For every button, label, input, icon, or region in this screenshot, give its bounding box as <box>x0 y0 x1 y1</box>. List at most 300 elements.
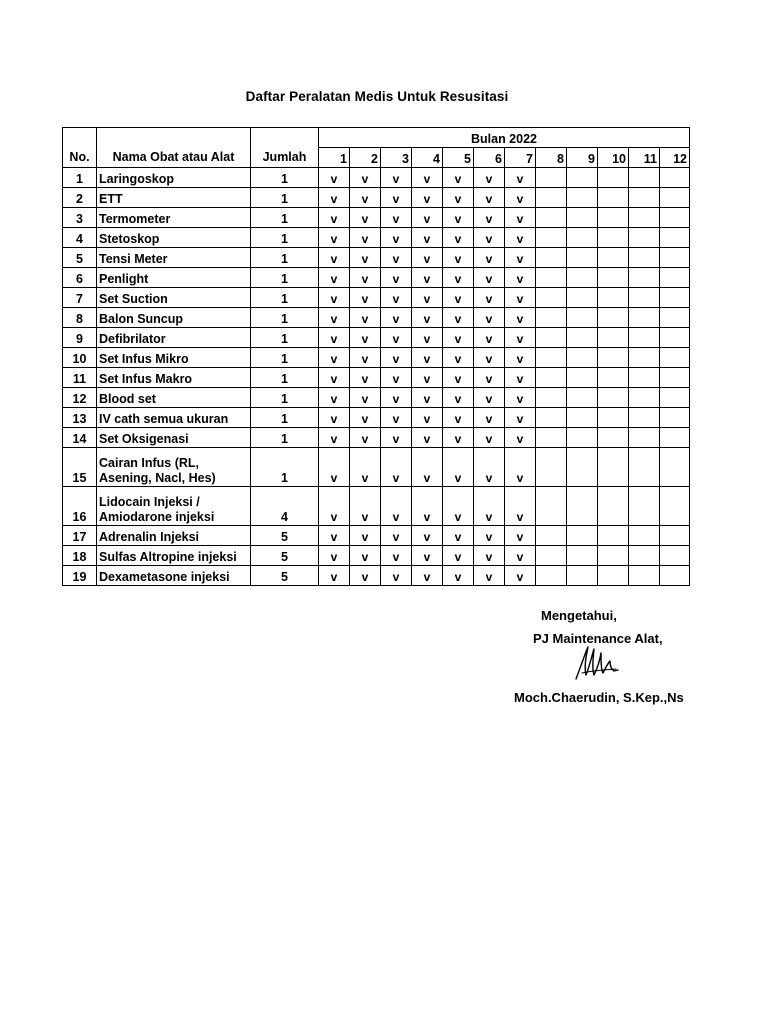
row-number: 3 <box>63 208 97 228</box>
header-month: 2 <box>350 148 381 168</box>
month-check-cell: v <box>381 188 412 208</box>
header-month: 6 <box>474 148 505 168</box>
table-row <box>63 308 690 328</box>
month-check-cell: v <box>350 428 381 448</box>
month-check-cell: v <box>319 288 350 308</box>
month-check-cell <box>598 566 629 586</box>
month-check-cell: v <box>381 168 412 188</box>
month-check-cell: v <box>350 208 381 228</box>
month-check-cell: v <box>505 288 536 308</box>
month-check-cell <box>598 487 629 526</box>
month-check-cell <box>567 268 598 288</box>
month-check-cell <box>598 208 629 228</box>
month-check-cell <box>567 288 598 308</box>
month-check-cell: v <box>505 388 536 408</box>
month-check-cell: v <box>350 168 381 188</box>
item-name: Set Oksigenasi <box>97 428 251 448</box>
month-check-cell: v <box>443 566 474 586</box>
month-check-cell: v <box>350 328 381 348</box>
item-quantity: 1 <box>251 428 319 448</box>
header-name: Nama Obat atau Alat <box>97 128 251 168</box>
row-number: 12 <box>63 388 97 408</box>
month-check-cell <box>629 208 660 228</box>
month-check-cell: v <box>443 208 474 228</box>
month-check-cell: v <box>412 526 443 546</box>
header-qty: Jumlah <box>251 128 319 168</box>
month-check-cell <box>629 408 660 428</box>
item-name: Dexametasone injeksi <box>97 566 251 586</box>
item-name: Sulfas Altropine injeksi <box>97 546 251 566</box>
month-check-cell: v <box>474 408 505 428</box>
month-check-cell <box>567 368 598 388</box>
month-check-cell: v <box>350 388 381 408</box>
header-month: 3 <box>381 148 412 168</box>
month-check-cell: v <box>350 348 381 368</box>
month-check-cell <box>629 288 660 308</box>
item-name: Tensi Meter <box>97 248 251 268</box>
month-check-cell: v <box>505 188 536 208</box>
month-check-cell: v <box>443 328 474 348</box>
month-check-cell: v <box>443 248 474 268</box>
month-check-cell: v <box>412 368 443 388</box>
item-quantity: 1 <box>251 228 319 248</box>
header-month: 11 <box>629 148 660 168</box>
month-check-cell: v <box>381 388 412 408</box>
month-check-cell: v <box>381 546 412 566</box>
month-check-cell <box>536 526 567 546</box>
month-check-cell <box>660 487 690 526</box>
month-check-cell: v <box>505 248 536 268</box>
month-check-cell: v <box>443 308 474 328</box>
month-check-cell: v <box>381 208 412 228</box>
month-check-cell <box>629 428 660 448</box>
month-check-cell <box>536 288 567 308</box>
month-check-cell: v <box>505 487 536 526</box>
month-check-cell <box>660 348 690 368</box>
month-check-cell <box>536 268 567 288</box>
item-name: Laringoskop <box>97 168 251 188</box>
header-month: 5 <box>443 148 474 168</box>
month-check-cell <box>598 268 629 288</box>
month-check-cell: v <box>319 408 350 428</box>
month-check-cell <box>536 248 567 268</box>
month-check-cell: v <box>443 428 474 448</box>
month-check-cell: v <box>474 308 505 328</box>
month-check-cell: v <box>505 448 536 487</box>
month-check-cell <box>536 328 567 348</box>
month-check-cell: v <box>319 168 350 188</box>
month-check-cell: v <box>350 526 381 546</box>
month-check-cell <box>629 487 660 526</box>
row-number: 8 <box>63 308 97 328</box>
month-check-cell <box>629 268 660 288</box>
item-quantity: 1 <box>251 288 319 308</box>
month-check-cell <box>598 168 629 188</box>
item-quantity: 1 <box>251 168 319 188</box>
table-row <box>63 546 690 566</box>
month-check-cell <box>598 526 629 546</box>
month-check-cell: v <box>381 328 412 348</box>
item-name: ETT <box>97 188 251 208</box>
month-check-cell <box>629 526 660 546</box>
item-quantity: 5 <box>251 526 319 546</box>
row-number: 11 <box>63 368 97 388</box>
handwritten-signature <box>572 643 620 683</box>
table-row <box>63 408 690 428</box>
month-check-cell <box>536 487 567 526</box>
month-check-cell: v <box>474 268 505 288</box>
month-check-cell: v <box>474 388 505 408</box>
row-number: 7 <box>63 288 97 308</box>
month-check-cell: v <box>319 188 350 208</box>
month-check-cell: v <box>319 268 350 288</box>
month-check-cell: v <box>350 228 381 248</box>
month-check-cell: v <box>350 566 381 586</box>
item-quantity: 1 <box>251 248 319 268</box>
header-no: No. <box>63 128 97 168</box>
month-check-cell: v <box>412 566 443 586</box>
month-check-cell: v <box>350 408 381 428</box>
month-check-cell: v <box>350 308 381 328</box>
month-check-cell: v <box>412 248 443 268</box>
header-month: 10 <box>598 148 629 168</box>
month-check-cell <box>598 288 629 308</box>
month-check-cell: v <box>319 428 350 448</box>
month-check-cell <box>660 368 690 388</box>
table-row <box>63 288 690 308</box>
month-check-cell <box>660 208 690 228</box>
month-check-cell <box>598 388 629 408</box>
month-check-cell: v <box>412 428 443 448</box>
month-check-cell: v <box>319 328 350 348</box>
table-row <box>63 248 690 268</box>
month-check-cell <box>567 448 598 487</box>
month-check-cell: v <box>474 228 505 248</box>
month-check-cell: v <box>350 268 381 288</box>
table-row <box>63 526 690 546</box>
month-check-cell <box>598 228 629 248</box>
month-check-cell: v <box>412 208 443 228</box>
month-check-cell: v <box>443 348 474 368</box>
month-check-cell <box>567 208 598 228</box>
month-check-cell: v <box>474 526 505 546</box>
item-name: Defibrilator <box>97 328 251 348</box>
item-name: Set Suction <box>97 288 251 308</box>
month-check-cell <box>536 428 567 448</box>
month-check-cell: v <box>412 348 443 368</box>
month-check-cell <box>660 566 690 586</box>
month-check-cell: v <box>381 368 412 388</box>
month-check-cell <box>567 388 598 408</box>
month-check-cell <box>629 388 660 408</box>
month-check-cell <box>567 428 598 448</box>
month-check-cell: v <box>505 328 536 348</box>
item-quantity: 1 <box>251 268 319 288</box>
month-check-cell: v <box>505 546 536 566</box>
month-check-cell: v <box>381 248 412 268</box>
month-check-cell: v <box>350 288 381 308</box>
month-check-cell <box>660 328 690 348</box>
signatory-name: Moch.Chaerudin, S.Kep.,Ns <box>514 690 684 705</box>
month-check-cell: v <box>319 208 350 228</box>
item-quantity: 1 <box>251 328 319 348</box>
month-check-cell: v <box>412 268 443 288</box>
item-quantity: 4 <box>251 487 319 526</box>
month-check-cell: v <box>474 188 505 208</box>
item-quantity: 1 <box>251 188 319 208</box>
month-check-cell <box>629 348 660 368</box>
month-check-cell <box>629 368 660 388</box>
month-check-cell: v <box>381 566 412 586</box>
header-month: 9 <box>567 148 598 168</box>
month-check-cell <box>598 546 629 566</box>
table-row <box>63 487 690 526</box>
row-number: 5 <box>63 248 97 268</box>
header-month: 4 <box>412 148 443 168</box>
month-check-cell <box>629 448 660 487</box>
month-check-cell: v <box>412 188 443 208</box>
month-check-cell <box>567 566 598 586</box>
month-check-cell: v <box>350 368 381 388</box>
month-check-cell: v <box>443 546 474 566</box>
month-check-cell: v <box>319 368 350 388</box>
month-check-cell: v <box>319 487 350 526</box>
header-month-group: Bulan 2022 <box>319 128 690 148</box>
month-check-cell <box>629 566 660 586</box>
table-body <box>63 168 690 586</box>
document-title: Daftar Peralatan Medis Untuk Resusitasi <box>245 89 509 104</box>
month-check-cell <box>567 546 598 566</box>
table-row <box>63 268 690 288</box>
month-check-cell: v <box>412 448 443 487</box>
table-row <box>63 388 690 408</box>
header-month: 12 <box>660 148 690 168</box>
month-check-cell <box>660 248 690 268</box>
month-check-cell <box>629 228 660 248</box>
table-row <box>63 188 690 208</box>
item-name: Stetoskop <box>97 228 251 248</box>
month-check-cell: v <box>505 168 536 188</box>
month-check-cell: v <box>505 308 536 328</box>
month-check-cell: v <box>474 368 505 388</box>
month-check-cell: v <box>319 526 350 546</box>
month-check-cell <box>598 248 629 268</box>
month-check-cell: v <box>505 428 536 448</box>
month-check-cell: v <box>412 288 443 308</box>
item-quantity: 1 <box>251 408 319 428</box>
month-check-cell <box>536 228 567 248</box>
month-check-cell: v <box>505 348 536 368</box>
month-check-cell <box>567 328 598 348</box>
item-name: Lidocain Injeksi / Amiodarone injeksi <box>97 487 251 526</box>
month-check-cell: v <box>443 388 474 408</box>
month-check-cell <box>660 546 690 566</box>
month-check-cell: v <box>443 368 474 388</box>
month-check-cell <box>660 448 690 487</box>
row-number: 15 <box>63 448 97 487</box>
month-check-cell: v <box>381 428 412 448</box>
month-check-cell <box>660 288 690 308</box>
month-check-cell <box>536 368 567 388</box>
month-check-cell: v <box>350 188 381 208</box>
item-name: Adrenalin Injeksi <box>97 526 251 546</box>
month-check-cell <box>660 408 690 428</box>
item-quantity: 1 <box>251 348 319 368</box>
month-check-cell: v <box>443 288 474 308</box>
table-row <box>63 328 690 348</box>
month-check-cell: v <box>474 546 505 566</box>
month-check-cell: v <box>505 566 536 586</box>
month-check-cell <box>660 188 690 208</box>
row-number: 16 <box>63 487 97 526</box>
header-month: 8 <box>536 148 567 168</box>
row-number: 10 <box>63 348 97 368</box>
table-row <box>63 168 690 188</box>
month-check-cell <box>536 308 567 328</box>
month-check-cell: v <box>505 526 536 546</box>
month-check-cell <box>629 308 660 328</box>
month-check-cell: v <box>319 566 350 586</box>
row-number: 18 <box>63 546 97 566</box>
month-check-cell: v <box>443 408 474 428</box>
month-check-cell <box>598 428 629 448</box>
item-name: IV cath semua ukuran <box>97 408 251 428</box>
month-check-cell: v <box>474 168 505 188</box>
month-check-cell: v <box>381 526 412 546</box>
month-check-cell <box>660 228 690 248</box>
month-check-cell: v <box>412 308 443 328</box>
item-quantity: 1 <box>251 308 319 328</box>
month-check-cell <box>629 188 660 208</box>
row-number: 2 <box>63 188 97 208</box>
month-check-cell <box>629 248 660 268</box>
month-check-cell: v <box>350 546 381 566</box>
table-row <box>63 368 690 388</box>
month-check-cell <box>598 308 629 328</box>
item-quantity: 1 <box>251 388 319 408</box>
table-row <box>63 228 690 248</box>
table-row <box>63 208 690 228</box>
month-check-cell: v <box>350 448 381 487</box>
month-check-cell: v <box>474 288 505 308</box>
month-check-cell <box>567 228 598 248</box>
table-row <box>63 428 690 448</box>
item-quantity: 5 <box>251 546 319 566</box>
month-check-cell: v <box>443 188 474 208</box>
header-month: 7 <box>505 148 536 168</box>
month-check-cell <box>536 408 567 428</box>
month-check-cell <box>660 428 690 448</box>
row-number: 14 <box>63 428 97 448</box>
month-check-cell <box>536 448 567 487</box>
month-check-cell <box>567 348 598 368</box>
month-check-cell <box>536 208 567 228</box>
row-number: 1 <box>63 168 97 188</box>
month-check-cell: v <box>319 248 350 268</box>
row-number: 19 <box>63 566 97 586</box>
item-name: Termometer <box>97 208 251 228</box>
item-name: Penlight <box>97 268 251 288</box>
month-check-cell: v <box>412 546 443 566</box>
month-check-cell <box>660 168 690 188</box>
month-check-cell: v <box>474 208 505 228</box>
month-check-cell: v <box>474 428 505 448</box>
item-quantity: 1 <box>251 208 319 228</box>
month-check-cell <box>567 487 598 526</box>
table-row <box>63 348 690 368</box>
month-check-cell: v <box>443 268 474 288</box>
month-check-cell <box>660 268 690 288</box>
month-check-cell <box>598 408 629 428</box>
month-check-cell: v <box>443 168 474 188</box>
item-name: Set Infus Mikro <box>97 348 251 368</box>
month-check-cell: v <box>381 308 412 328</box>
month-check-cell: v <box>505 368 536 388</box>
month-check-cell <box>660 308 690 328</box>
month-check-cell <box>536 188 567 208</box>
month-check-cell: v <box>443 448 474 487</box>
month-check-cell <box>629 546 660 566</box>
month-check-cell: v <box>505 268 536 288</box>
month-check-cell: v <box>319 308 350 328</box>
month-check-cell <box>536 566 567 586</box>
month-check-cell: v <box>505 228 536 248</box>
month-check-cell: v <box>505 408 536 428</box>
header-month: 1 <box>319 148 350 168</box>
item-quantity: 1 <box>251 368 319 388</box>
row-number: 6 <box>63 268 97 288</box>
row-number: 4 <box>63 228 97 248</box>
month-check-cell: v <box>350 248 381 268</box>
month-check-cell: v <box>381 487 412 526</box>
month-check-cell <box>567 188 598 208</box>
month-check-cell: v <box>319 348 350 368</box>
month-check-cell: v <box>381 288 412 308</box>
month-check-cell: v <box>381 408 412 428</box>
month-check-cell <box>536 546 567 566</box>
month-check-cell <box>567 408 598 428</box>
month-check-cell <box>567 248 598 268</box>
item-name: Cairan Infus (RL, Asening, Nacl, Hes) <box>97 448 251 487</box>
month-check-cell: v <box>319 228 350 248</box>
month-check-cell: v <box>443 228 474 248</box>
month-check-cell: v <box>474 348 505 368</box>
month-check-cell: v <box>443 526 474 546</box>
month-check-cell <box>536 348 567 368</box>
signature-role: PJ Maintenance Alat, <box>533 631 663 646</box>
month-check-cell: v <box>412 328 443 348</box>
month-check-cell <box>536 168 567 188</box>
month-check-cell: v <box>412 408 443 428</box>
month-check-cell: v <box>474 487 505 526</box>
month-check-cell <box>536 388 567 408</box>
item-quantity: 1 <box>251 448 319 487</box>
month-check-cell: v <box>412 487 443 526</box>
month-check-cell: v <box>412 168 443 188</box>
month-check-cell <box>598 348 629 368</box>
month-check-cell <box>598 368 629 388</box>
month-check-cell <box>660 526 690 546</box>
header-row-top <box>63 128 690 148</box>
month-check-cell: v <box>350 487 381 526</box>
month-check-cell <box>598 188 629 208</box>
month-check-cell: v <box>319 448 350 487</box>
row-number: 9 <box>63 328 97 348</box>
month-check-cell <box>598 328 629 348</box>
item-name: Balon Suncup <box>97 308 251 328</box>
table-row <box>63 448 690 487</box>
month-check-cell <box>660 388 690 408</box>
